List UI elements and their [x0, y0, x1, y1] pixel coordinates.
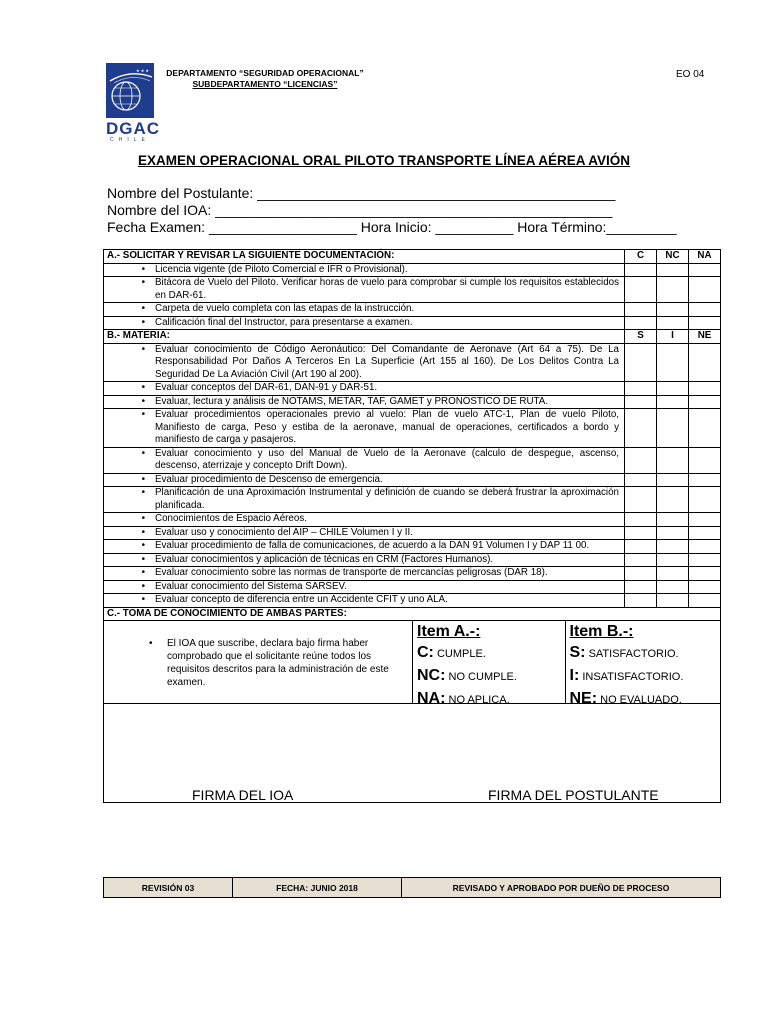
postulante-field[interactable]: Nombre del Postulante: ______________________________________________	[107, 185, 616, 201]
section-a-header	[104, 250, 721, 264]
materia-item-text: Evaluar conocimiento de Código Aeronáutico: Del Comandante de Aeronave (Art 64 a 75). De La Responsabilidad Por Daños A Terceros En La Superficie (Art 155 al 160). De Los Delitos Contra La Seguridad De La Aviación Civil (Art 190 al 200).	[155, 343, 619, 380]
legend-b-title: Item B.-:	[569, 623, 634, 640]
materia-check-cell[interactable]	[625, 526, 657, 540]
legend-key: S:	[569, 644, 586, 661]
materia-check-cell[interactable]	[625, 540, 657, 554]
materia-item-text: Evaluar conocimiento del Sistema SARSEV.	[155, 580, 347, 592]
materia-check-cell[interactable]	[689, 594, 721, 608]
legend-item-a	[412, 621, 565, 707]
materia-check-cell[interactable]	[625, 567, 657, 581]
materia-item-text: Evaluar conocimiento y uso del Manual de Vuelo de la Aeronave (calculo de despegue, ascenso, descenso, aterrizaje y concepto Drift Down).	[155, 447, 619, 471]
ioa-statement-text: El IOA que suscribe, declara bajo firma haber comprobado que el solicitante reúne todos los requisitos descritos para la administración de este examen.	[167, 638, 389, 688]
date-cell: FECHA: JUNIO 2018	[233, 878, 402, 898]
page-title: EXAMEN OPERACIONAL ORAL PILOTO TRANSPORTE LÍNEA AÉREA AVIÓN	[137, 153, 631, 168]
legend-key: NE:	[569, 690, 598, 707]
materia-check-cell[interactable]	[625, 594, 657, 608]
bullet-icon: •	[141, 526, 145, 538]
materia-check-cell[interactable]	[689, 580, 721, 594]
logo-wordmark: DGAC	[106, 119, 161, 138]
materia-row	[104, 540, 721, 554]
department-line: DEPARTAMENTO “SEGURIDAD OPERACIONAL”	[166, 68, 364, 78]
bullet-icon: •	[141, 553, 145, 565]
doc-check-cell[interactable]	[625, 316, 657, 330]
globe-icon	[106, 63, 154, 118]
materia-row	[104, 447, 721, 473]
doc-check-cell[interactable]	[657, 303, 689, 317]
doc-check-cell[interactable]	[625, 303, 657, 317]
legend-value: SATISFACTORIO.	[588, 648, 679, 660]
materia-row	[104, 382, 721, 396]
bullet-icon: •	[141, 580, 145, 592]
materia-item-text: Evaluar procedimiento de Descenso de emergencia.	[155, 473, 383, 485]
doc-row	[104, 303, 721, 317]
materia-check-cell[interactable]	[625, 580, 657, 594]
materia-check-cell[interactable]	[689, 513, 721, 527]
materia-row	[104, 526, 721, 540]
materia-check-cell[interactable]	[625, 473, 657, 487]
document-footer	[103, 877, 721, 898]
bullet-icon: •	[141, 277, 145, 288]
materia-check-cell[interactable]	[657, 567, 689, 581]
section-a-title: A.- SOLICITAR Y REVISAR LA SIGUIENTE DOCUMENTACIÓN:	[104, 250, 625, 264]
materia-item-text: Planificación de una Aproximación Instrumental y definición de cuando se deberá frustrar la aproximación planificada.	[155, 487, 619, 511]
materia-check-cell[interactable]	[625, 382, 657, 396]
section-c-title: C.- TOMA DE CONOCIMIENTO DE AMBAS PARTES:	[104, 607, 721, 621]
materia-check-cell[interactable]	[657, 526, 689, 540]
bullet-icon: •	[141, 567, 145, 578]
doc-check-cell[interactable]	[625, 263, 657, 277]
materia-check-cell[interactable]	[657, 395, 689, 409]
exam-time-field[interactable]: Fecha Examen: ___________________ Hora Inicio: __________ Hora Término:_________	[107, 219, 677, 235]
bullet-icon: •	[141, 409, 145, 420]
materia-check-cell[interactable]	[657, 382, 689, 396]
postulante-signature-label: FIRMA DEL POSTULANTE	[488, 786, 659, 803]
doc-check-cell[interactable]	[689, 316, 721, 330]
materia-item-text: Evaluar uso y conocimiento del AIP – CHILE Volumen I y II.	[155, 526, 413, 538]
materia-check-cell[interactable]	[657, 473, 689, 487]
bullet-icon: •	[141, 303, 145, 314]
materia-check-cell[interactable]	[625, 395, 657, 409]
materia-row	[104, 395, 721, 409]
ioa-signature-label: FIRMA DEL IOA	[192, 786, 294, 803]
materia-row	[104, 580, 721, 594]
materia-check-cell[interactable]	[657, 487, 689, 513]
doc-check-cell[interactable]	[657, 277, 689, 303]
bullet-icon: •	[141, 540, 145, 551]
doc-check-cell[interactable]	[625, 277, 657, 303]
subdepartment-line: SUBDEPARTAMENTO “LICENCIAS”	[192, 79, 338, 89]
approval-cell: REVISADO Y APROBADO POR DUEÑO DE PROCESO	[402, 878, 721, 898]
candidate-fields	[107, 185, 677, 236]
materia-check-cell[interactable]	[689, 395, 721, 409]
svg-text:★ ★ ★: ★ ★ ★	[136, 68, 149, 73]
doc-row	[104, 263, 721, 277]
materia-check-cell[interactable]	[689, 540, 721, 554]
bullet-icon: •	[141, 395, 145, 407]
materia-check-cell[interactable]	[689, 553, 721, 567]
materia-check-cell[interactable]	[689, 567, 721, 581]
logo-country: CHILE	[110, 137, 150, 143]
dgac-logo	[106, 63, 161, 145]
doc-row	[104, 316, 721, 330]
materia-row	[104, 594, 721, 608]
materia-check-cell[interactable]	[657, 580, 689, 594]
doc-check-cell[interactable]	[657, 316, 689, 330]
bullet-icon: •	[149, 638, 153, 649]
materia-check-cell[interactable]	[689, 526, 721, 540]
bullet-icon: •	[141, 487, 145, 498]
legend-value: NO CUMPLE.	[448, 671, 517, 683]
department-header	[150, 68, 380, 90]
materia-check-cell[interactable]	[689, 473, 721, 487]
legend-key: NA:	[417, 690, 446, 707]
materia-item-text: Conocimientos de Espacio Aéreos.	[155, 513, 307, 524]
materia-check-cell[interactable]	[657, 409, 689, 448]
materia-item-text: Evaluar conceptos del DAR-61, DAN-91 y DAR-51.	[155, 382, 378, 393]
materia-row	[104, 553, 721, 567]
col-c: C	[625, 250, 657, 264]
legend-item-b	[565, 621, 718, 707]
col-na: NA	[689, 250, 721, 264]
materia-item-text: Evaluar, lectura y análisis de NOTAMS, METAR, TAF, GAMET y PRONOSTICO DE RUTA.	[155, 395, 549, 407]
bullet-icon: •	[141, 447, 145, 459]
materia-row	[104, 473, 721, 487]
materia-check-cell[interactable]	[657, 343, 689, 382]
materia-check-cell[interactable]	[625, 447, 657, 473]
bullet-icon: •	[141, 513, 145, 524]
legend-value: NO APLICA.	[448, 694, 510, 706]
logo-emblem	[106, 63, 154, 118]
legend-value: NO EVALUADO.	[600, 694, 682, 706]
materia-check-cell[interactable]	[657, 513, 689, 527]
doc-check-cell[interactable]	[689, 263, 721, 277]
materia-check-cell[interactable]	[689, 382, 721, 396]
materia-check-cell[interactable]	[625, 553, 657, 567]
legend-value: CUMPLE.	[436, 648, 486, 660]
doc-item-text: Bitácora de Vuelo del Piloto. Verificar horas de vuelo para comprobar si cumple los requisitos establecidos en DAR-61.	[155, 277, 619, 301]
bullet-icon: •	[141, 263, 145, 275]
form-code: EO 04	[676, 69, 705, 80]
revision-cell: REVISIÓN 03	[104, 878, 233, 898]
materia-check-cell[interactable]	[625, 487, 657, 513]
materia-item-text: Evaluar conocimiento sobre las normas de transporte de mercancías peligrosas (DAR 18).	[155, 567, 548, 578]
materia-check-cell[interactable]	[689, 343, 721, 382]
col-nc: NC	[657, 250, 689, 264]
materia-item-text: Evaluar procedimiento de falla de comunicaciones, de acuerdo a la DAN 91 Volumen I y DAP 11 00.	[155, 540, 590, 551]
bullet-icon: •	[141, 594, 145, 605]
bullet-icon: •	[141, 473, 145, 485]
legend-key: NC:	[417, 667, 446, 684]
doc-check-cell[interactable]	[689, 277, 721, 303]
col-i: I	[657, 330, 689, 344]
doc-check-cell[interactable]	[689, 303, 721, 317]
legend-value: INSATISFACTORIO.	[582, 671, 684, 683]
materia-check-cell[interactable]	[625, 513, 657, 527]
doc-item-text: Carpeta de vuelo completa con las etapas de la instrucción.	[155, 303, 415, 314]
section-c-body	[104, 621, 721, 704]
section-c-header	[104, 607, 721, 621]
col-s: S	[625, 330, 657, 344]
bullet-icon: •	[141, 316, 145, 328]
legend-key: I:	[569, 667, 580, 684]
ioa-field[interactable]: Nombre del IOA: ___________________________________________________	[107, 202, 613, 218]
materia-check-cell[interactable]	[689, 409, 721, 448]
materia-item-text: Evaluar concepto de diferencia entre un Accidente CFIT y uno ALA.	[155, 594, 448, 605]
legend-key: C:	[417, 644, 434, 661]
section-b-title: B.- MATERIA:	[104, 330, 625, 344]
materia-item-text: Evaluar conocimientos y aplicación de técnicas en CRM (Factores Humanos).	[155, 553, 494, 565]
doc-row	[104, 277, 721, 303]
ioa-statement	[107, 621, 412, 703]
materia-check-cell[interactable]	[657, 447, 689, 473]
materia-check-cell[interactable]	[657, 553, 689, 567]
materia-row	[104, 513, 721, 527]
materia-check-cell[interactable]	[689, 487, 721, 513]
doc-item-text: Calificación final del Instructor, para presentarse a examen.	[155, 316, 413, 328]
materia-check-cell[interactable]	[689, 447, 721, 473]
materia-row	[104, 567, 721, 581]
doc-item-text: Licencia vigente (de Piloto Comercial e IFR o Provisional).	[155, 263, 408, 275]
signature-row	[104, 704, 721, 803]
materia-row	[104, 409, 721, 448]
section-b-items	[104, 343, 721, 607]
section-a-items	[104, 263, 721, 330]
materia-check-cell[interactable]	[657, 540, 689, 554]
section-b-header	[104, 330, 721, 344]
bullet-icon: •	[141, 382, 145, 393]
materia-check-cell[interactable]	[625, 343, 657, 382]
materia-check-cell[interactable]	[625, 409, 657, 448]
materia-item-text: Evaluar procedimientos operacionales previo al vuelo: Plan de vuelo ATC-1, Plan de vuelo Piloto, Manifiesto de carga, Peso y estiba de la aeronave, manual de operaciones, certificados a bordo y manifiesto de carga y pasajeros.	[155, 409, 619, 445]
materia-check-cell[interactable]	[657, 594, 689, 608]
doc-check-cell[interactable]	[657, 263, 689, 277]
materia-row	[104, 487, 721, 513]
bullet-icon: •	[141, 343, 145, 355]
materia-row	[104, 343, 721, 382]
col-ne: NE	[689, 330, 721, 344]
exam-checklist-table	[103, 249, 721, 803]
legend-a-title: Item A.-:	[417, 623, 481, 640]
